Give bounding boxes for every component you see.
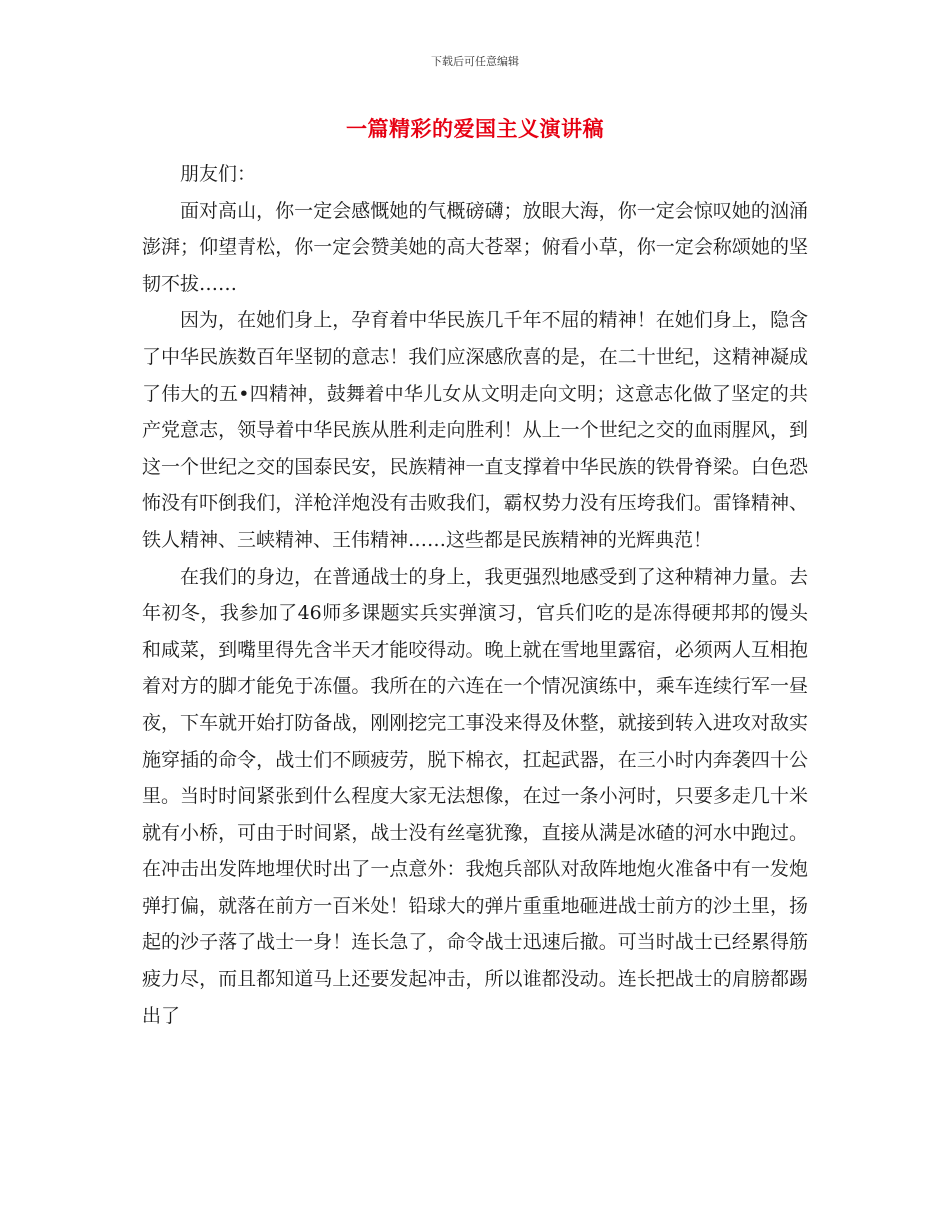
salutation: 朋友们：: [180, 163, 257, 185]
document-title: 一篇精彩的爱国主义演讲稿: [346, 116, 604, 141]
body-paragraph: 因为，在她们身上，孕育着中华民族几千年不屈的精神！在她们身上，隐含了中华民族数百年坚韧的意志！我们应深感欣喜的是，在二十世纪，这精神凝成了伟大的五•四精神，鼓舞着中华儿女从文明走向文明；这意志化做了坚定的共产党意志，领导着中华民族从胜利走向胜利！从上一个世纪之交的血雨腥风，到这一个世纪之交的国泰民安，民族精神一直支撑着中华民族的铁骨脊梁。白色恐怖没有吓倒我们，洋枪洋炮没有击败我们，霸权势力没有压垮我们。雷锋精神、铁人精神、三峡精神、王伟精神……这些都是民族精神的光辉典范！: [142, 309, 808, 551]
page-header-note: 下载后可任意编辑: [431, 55, 519, 68]
body-paragraph: 面对高山，你一定会感慨她的气概磅礴；放眼大海，你一定会惊叹她的汹涌澎湃；仰望青松，你一定会赞美她的高大苍翠；俯看小草，你一定会称颂她的坚韧不拔……: [142, 199, 808, 295]
document-body: [142, 156, 808, 1034]
body-paragraph: 在我们的身边，在普通战士的身上，我更强烈地感受到了这种精神力量。去年初冬，我参加了46师多课题实兵实弹演习，官兵们吃的是冻得硬邦邦的馒头和咸菜，到嘴里得先含半天才能咬得动。晚上就在雪地里露宿，必须两人互相抱着对方的脚才能免于冻僵。我所在的六连在一个情况演练中，乘车连续行军一昼夜，下车就开始打防备战，刚刚挖完工事没来得及休整，就接到转入进攻对敌实施穿插的命令，战士们不顾疲劳，脱下棉衣，扛起武器，在三小时内奔袭四十公里。当时时间紧张到什么程度大家无法想像，在过一条小河时，只要多走几十米就有小桥，可由于时间紧，战士没有丝毫犹豫，直接从满是冰碴的河水中跑过。在冲击出发阵地埋伏时出了一点意外：我炮兵部队对敌阵地炮火准备中有一发炮弹打偏，就落在前方一百米处！铅球大的弹片重重地砸进战士前方的沙土里，扬起的沙子落了战士一身！连长急了，命令战士迅速后撤。可当时战士已经累得筋疲力尽，而且都知道马上还要发起冲击，所以谁都没动。连长把战士的肩膀都踢出了: [142, 565, 808, 1027]
